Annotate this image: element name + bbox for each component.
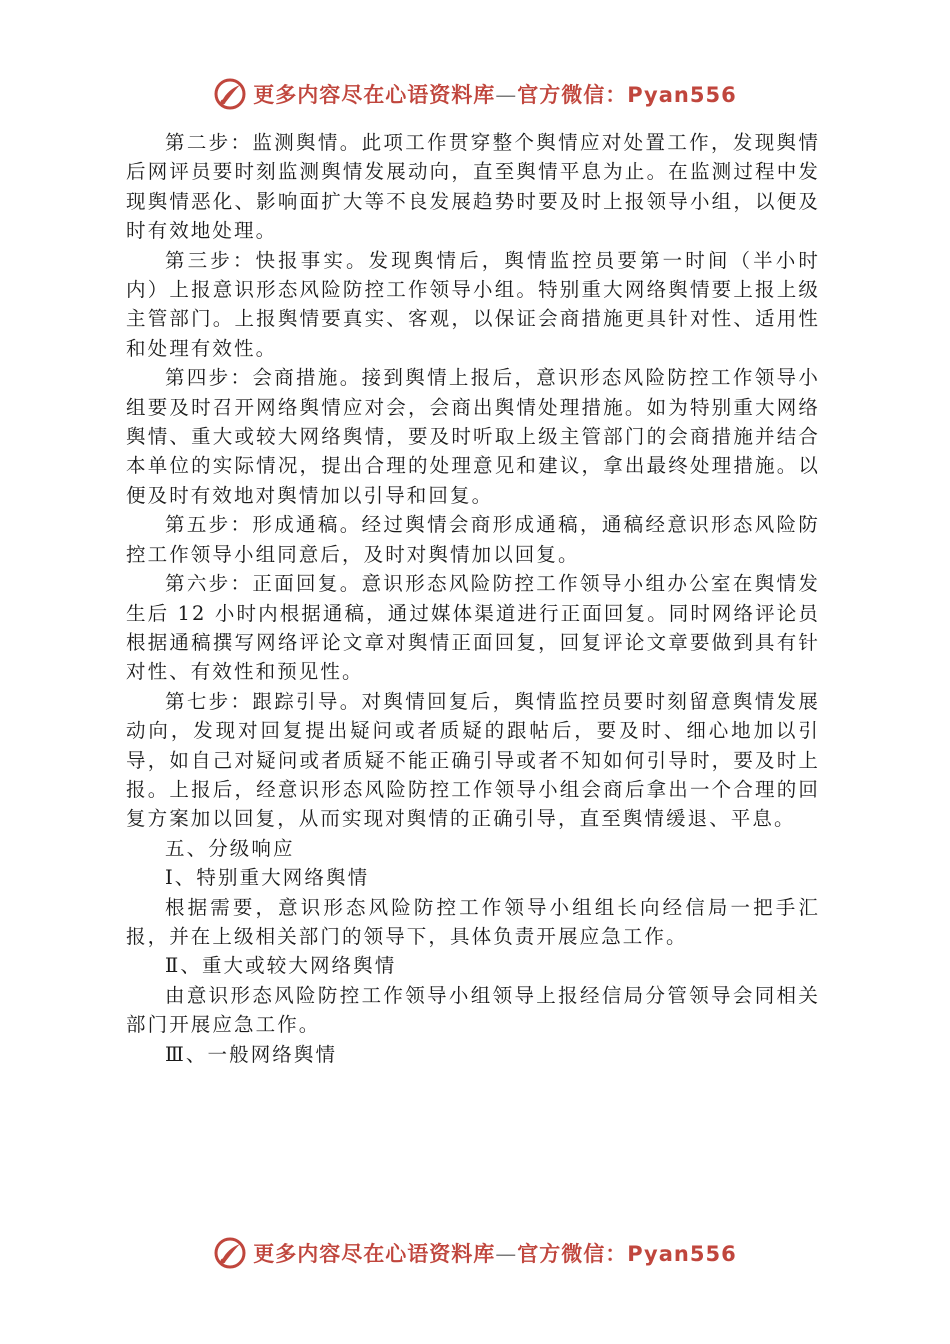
- paragraph-step-3: 第三步：快报事实。发现舆情后，舆情监控员要第一时间（半小时内）上报意识形态风险防控工作领导小组。特别重大网络舆情要上报上级主管部门。上报舆情要真实、客观，以保证会商措施更具针对性、适用性和处理有效性。: [126, 248, 820, 360]
- subheading-level-3: Ⅲ、一般网络舆情: [165, 1042, 338, 1066]
- paragraph-step-2: 第二步：监测舆情。此项工作贯穿整个舆情应对处置工作，发现舆情后网评员要时刻监测舆情发展动向，直至舆情平息为止。在监测过程中发现舆情恶化、影响面扩大等不良发展趋势时要及时上报领导小组，以便及时有效地处理。: [126, 131, 820, 243]
- header-banner-text: [253, 79, 736, 109]
- paragraph-step-5: 第五步：形成通稿。经过舆情会商形成通稿，通稿经意识形态风险防控工作领导小组同意后，及时对舆情加以回复。: [126, 513, 820, 566]
- document-body: [126, 128, 820, 1069]
- header-separator: —: [495, 83, 518, 107]
- brush-logo-icon: [213, 1236, 247, 1270]
- header-watermark-banner: [0, 72, 950, 116]
- footer-watermark-banner: [0, 1231, 950, 1275]
- brush-logo-icon: [213, 77, 247, 111]
- header-site-text: 更多内容尽在心语资料库: [253, 83, 496, 107]
- paragraph-step-6: 第六步：正面回复。意识形态风险防控工作领导小组办公室在舆情发生后 12 小时内根据通稿，通过媒体渠道进行正面回复。同时网络评论员根据通稿撰写网络评论文章对舆情正面回复，回复评论文章要做到具有针对性、有效性和预见性。: [126, 572, 820, 684]
- paragraph-level-2: 由意识形态风险防控工作领导小组领导上报经信局分管领导会同相关部门开展应急工作。: [126, 983, 820, 1037]
- footer-wechat-text: 官方微信：Pyan556: [517, 1242, 737, 1266]
- footer-separator: —: [495, 1242, 518, 1266]
- footer-banner-text: [253, 1238, 736, 1268]
- section-heading-graded-response: 五、分级响应: [165, 836, 295, 860]
- subheading-level-2: Ⅱ、重大或较大网络舆情: [165, 954, 397, 978]
- footer-site-text: 更多内容尽在心语资料库: [253, 1242, 496, 1266]
- paragraph-step-4: 第四步：会商措施。接到舆情上报后，意识形态风险防控工作领导小组要及时召开网络舆情应对会，会商出舆情处理措施。如为特别重大网络舆情、重大或较大网络舆情，要及时听取上级主管部门的会商措施并结合本单位的实际情况，提出合理的处理意见和建议，拿出最终处理措施。以便及时有效地对舆情加以引导和回复。: [126, 366, 820, 507]
- header-wechat-text: 官方微信：Pyan556: [517, 83, 737, 107]
- paragraph-level-1: 根据需要，意识形态风险防控工作领导小组组长向经信局一把手汇报，并在上级相关部门的领导下，具体负责开展应急工作。: [126, 895, 820, 948]
- paragraph-step-7: 第七步：跟踪引导。对舆情回复后，舆情监控员要时刻留意舆情发展动向，发现对回复提出疑问或者质疑的跟帖后，要及时、细心地加以引导，如自己对疑问或者质疑不能正确引导或者不知如何引导时，要及时上报。上报后，经意识形态风险防控工作领导小组会商后拿出一个合理的回复方案加以回复，从而实现对舆情的正确引导，直至舆情缓退、平息。: [126, 689, 820, 831]
- subheading-level-1: Ⅰ、特别重大网络舆情: [165, 866, 370, 890]
